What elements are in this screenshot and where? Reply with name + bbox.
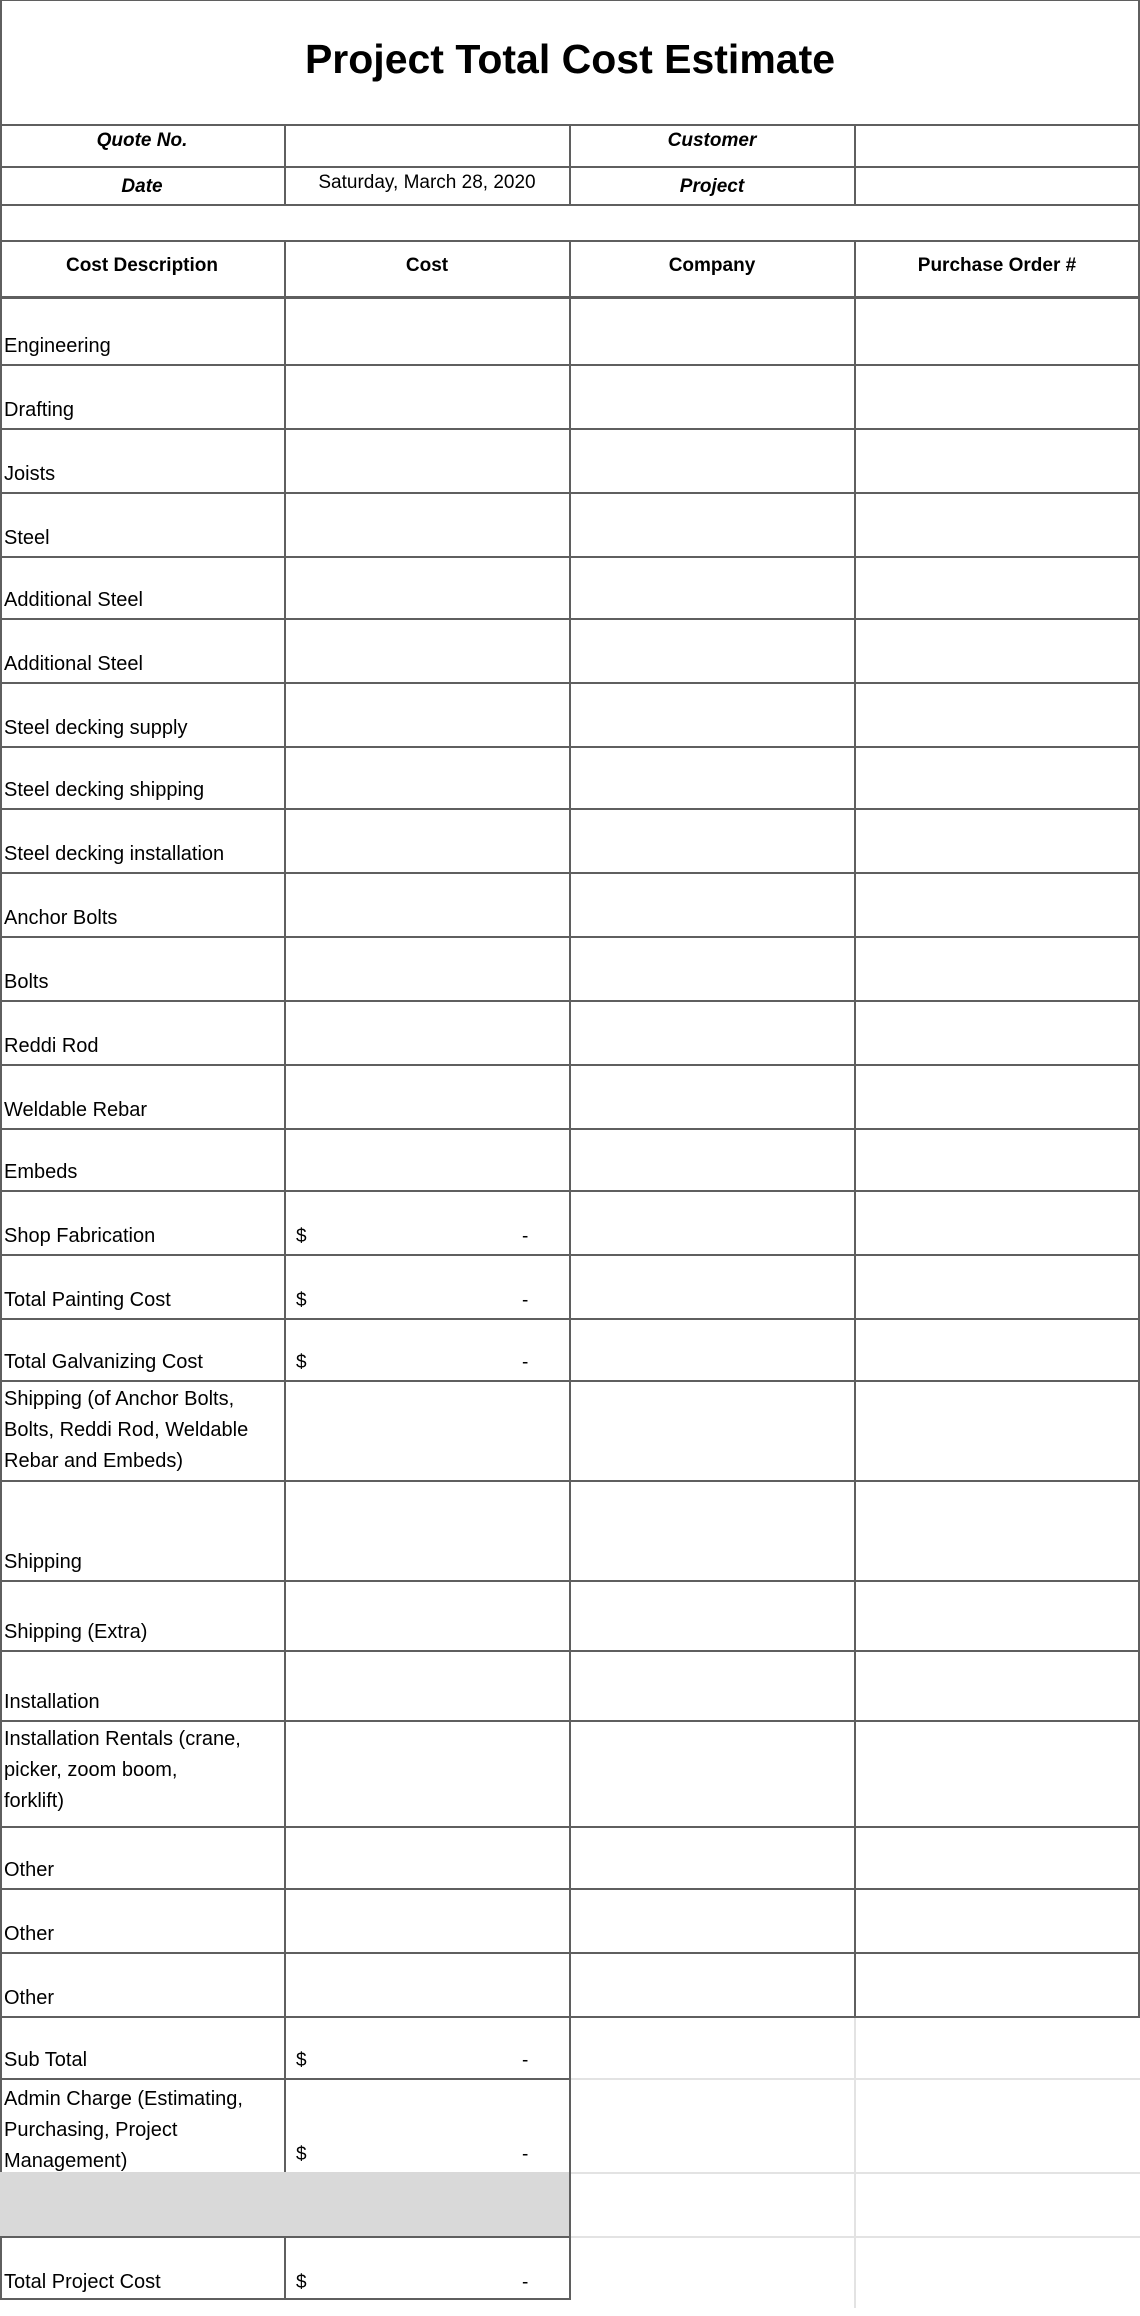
row-description: Steel decking shipping bbox=[4, 779, 205, 801]
row-description: Embeds bbox=[4, 1161, 78, 1183]
currency-symbol: $ bbox=[296, 2144, 307, 2165]
grid-line bbox=[569, 240, 571, 300]
row-description: Joists bbox=[4, 463, 56, 485]
grid-line bbox=[0, 0, 1140, 1]
table-row bbox=[0, 808, 1140, 872]
row-description: Bolts bbox=[4, 971, 49, 993]
row-description: Total Galvanizing Cost bbox=[4, 1351, 203, 1373]
table-row bbox=[0, 682, 1140, 746]
shaded-spacer-row bbox=[0, 2172, 569, 2236]
currency-symbol: $ bbox=[296, 1352, 307, 1373]
table-row bbox=[0, 1380, 1140, 1480]
row-description: Steel decking supply bbox=[4, 717, 188, 739]
total-row bbox=[0, 2236, 570, 2300]
table-row bbox=[0, 1128, 1140, 1190]
table-row bbox=[0, 1190, 1140, 1254]
cost-value[interactable]: - bbox=[522, 1226, 529, 1247]
admin-charge-row bbox=[0, 2078, 570, 2172]
row-description: Drafting bbox=[4, 399, 75, 421]
row-description: Admin Charge (Estimating, bbox=[4, 2088, 243, 2110]
grid-line bbox=[284, 166, 286, 204]
row-description: Shipping bbox=[4, 1551, 82, 1573]
column-header-cost: Cost bbox=[405, 255, 449, 276]
table-row bbox=[0, 1720, 1140, 1826]
date-value[interactable]: Saturday, March 28, 2020 bbox=[318, 172, 536, 193]
row-description: picker, zoom boom, bbox=[4, 1759, 178, 1781]
table-row bbox=[0, 1952, 1140, 2016]
row-description: Other bbox=[4, 1987, 55, 2009]
row-description: Shipping (of Anchor Bolts, bbox=[4, 1388, 235, 1410]
table-row bbox=[0, 1000, 1140, 1064]
cost-value[interactable]: - bbox=[522, 2272, 529, 2293]
table-row bbox=[0, 746, 1140, 808]
column-header-company: Company bbox=[668, 255, 756, 276]
table-row bbox=[0, 1650, 1140, 1720]
table-row bbox=[0, 428, 1140, 492]
row-description: Installation Rentals (crane, bbox=[4, 1728, 241, 1750]
row-description: Shipping (Extra) bbox=[4, 1621, 148, 1643]
row-description: Steel decking installation bbox=[4, 843, 225, 865]
grid-line bbox=[284, 240, 286, 300]
table-row bbox=[0, 1826, 1140, 1888]
customer-field[interactable] bbox=[855, 126, 1139, 166]
table-row bbox=[0, 1064, 1140, 1128]
table-row bbox=[0, 936, 1140, 1000]
row-description: forklift) bbox=[4, 1790, 64, 1812]
table-row bbox=[0, 300, 1140, 364]
grid-line bbox=[569, 166, 571, 204]
row-description: Steel bbox=[4, 527, 50, 549]
row-description: Other bbox=[4, 1923, 55, 1945]
row-description: Additional Steel bbox=[4, 589, 143, 611]
table-row bbox=[0, 618, 1140, 682]
row-description: Reddi Rod bbox=[4, 1035, 99, 1057]
quote-number-label: Quote No. bbox=[96, 130, 188, 151]
row-description: Management) bbox=[4, 2150, 128, 2172]
table-row bbox=[0, 1318, 1140, 1380]
row-description: Sub Total bbox=[4, 2049, 88, 2071]
currency-symbol: $ bbox=[296, 2050, 307, 2071]
table-row bbox=[0, 492, 1140, 556]
row-description: Purchasing, Project bbox=[4, 2119, 178, 2141]
project-label: Project bbox=[679, 176, 745, 197]
row-description: Total Project Cost bbox=[4, 2271, 161, 2293]
column-header-description: Cost Description bbox=[65, 255, 219, 276]
row-description: Bolts, Reddi Rod, Weldable bbox=[4, 1419, 249, 1441]
table-row bbox=[0, 1254, 1140, 1318]
grid-line bbox=[0, 204, 1140, 206]
grid-line bbox=[854, 240, 856, 300]
quote-number-field[interactable] bbox=[285, 126, 569, 166]
date-label: Date bbox=[121, 176, 163, 197]
table-row bbox=[0, 1480, 1140, 1580]
customer-label: Customer bbox=[667, 130, 757, 151]
row-description: Other bbox=[4, 1859, 55, 1881]
project-field[interactable] bbox=[855, 168, 1139, 204]
row-description: Anchor Bolts bbox=[4, 907, 118, 929]
cost-value[interactable]: - bbox=[522, 2050, 529, 2071]
grid-line bbox=[569, 124, 571, 166]
cost-value[interactable]: - bbox=[522, 1352, 529, 1373]
row-description: Weldable Rebar bbox=[4, 1099, 148, 1121]
row-description: Installation bbox=[4, 1691, 100, 1713]
grid-line bbox=[854, 2018, 856, 2308]
table-row bbox=[0, 872, 1140, 936]
page-title: Project Total Cost Estimate bbox=[304, 36, 836, 82]
grid-line bbox=[284, 124, 286, 166]
currency-symbol: $ bbox=[296, 1290, 307, 1311]
row-description: Engineering bbox=[4, 335, 111, 357]
table-row bbox=[0, 1888, 1140, 1952]
currency-symbol: $ bbox=[296, 2272, 307, 2293]
table-row bbox=[0, 364, 1140, 428]
cost-value[interactable]: - bbox=[522, 2144, 529, 2165]
table-row bbox=[0, 1580, 1140, 1650]
currency-symbol: $ bbox=[296, 1226, 307, 1247]
row-description: Shop Fabrication bbox=[4, 1225, 156, 1247]
row-description: Additional Steel bbox=[4, 653, 143, 675]
row-description: Rebar and Embeds) bbox=[4, 1450, 183, 1472]
column-header-purchase-order: Purchase Order # bbox=[917, 255, 1077, 276]
grid-line bbox=[854, 166, 856, 204]
cost-value[interactable]: - bbox=[522, 1290, 529, 1311]
table-row bbox=[0, 556, 1140, 618]
grid-line bbox=[854, 124, 856, 166]
subtotal-row bbox=[0, 2016, 570, 2078]
row-description: Total Painting Cost bbox=[4, 1289, 171, 1311]
